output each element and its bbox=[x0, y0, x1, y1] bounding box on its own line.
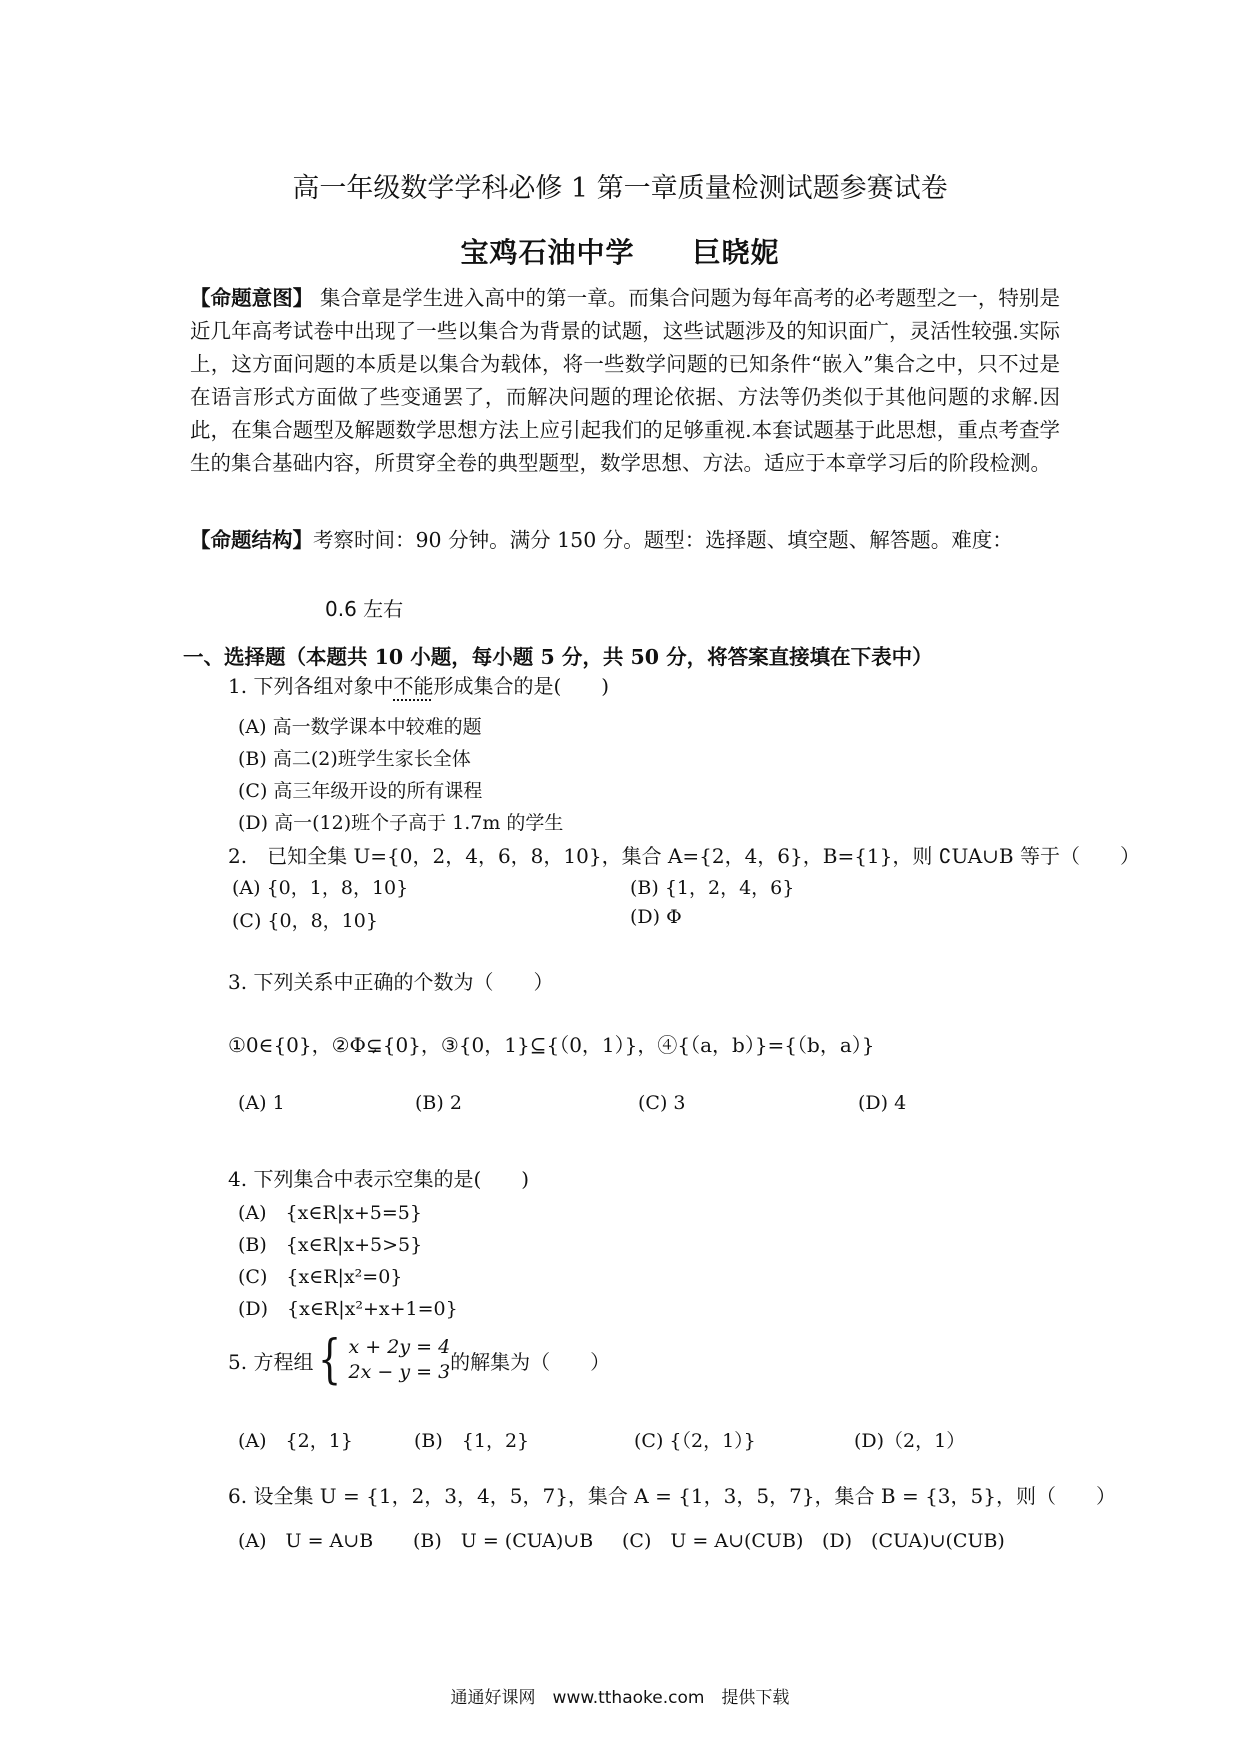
question-4-stem: 4. 下列集合中表示空集的是( ) bbox=[228, 1167, 530, 1191]
author-line: 宝鸡石油中学 巨晓妮 bbox=[460, 236, 780, 269]
q3-option-d: (D) 4 bbox=[858, 1092, 907, 1114]
q2-option-c: (C) {0，8，10} bbox=[232, 910, 378, 932]
document-title: 高一年级数学学科必修 1 第一章质量检测试题参赛试卷 bbox=[292, 173, 948, 204]
q4-option-c: (C) {x∈R|x²=0} bbox=[238, 1266, 403, 1288]
q6-option-a: (A) U = A∪B bbox=[238, 1530, 374, 1552]
q5-option-a: (A) {2，1} bbox=[238, 1430, 353, 1452]
q1-option-d: (D) 高一(12)班个子高于 1.7m 的学生 bbox=[238, 812, 564, 834]
question-1-stem bbox=[228, 670, 609, 699]
q3-relations: ①0∈{0}，②Φ⊊{0}，③{0，1}⊆{（0，1）}，④{（a，b）}={（b，a）} bbox=[228, 1033, 875, 1057]
q4-option-a: (A) {x∈R|x+5=5} bbox=[238, 1202, 422, 1224]
equation-2: 2x − y = 3 bbox=[348, 1361, 451, 1383]
q1-emphasis: 不能 bbox=[393, 674, 434, 698]
question-3-stem: 3. 下列关系中正确的个数为（ ） bbox=[228, 970, 554, 994]
q3-option-c: (C) 3 bbox=[638, 1092, 686, 1114]
q1-option-b: (B) 高二(2)班学生家长全体 bbox=[238, 748, 471, 770]
q5-stem-part-b: 的解集为（ ） bbox=[450, 1349, 611, 1374]
footer-download-note: 通通好课网 www.tthaoke.com 提供下载 bbox=[450, 1688, 790, 1708]
q5-option-c: (C) {（2，1）} bbox=[634, 1430, 756, 1452]
intent-label: 【命题意图】 bbox=[190, 286, 314, 310]
intent-text: 集合章是学生进入高中的第一章。而集合问题为每年高考的必考题型之一，特别是近几年高考试卷中出现了一些以集合为背景的试题，这些试题涉及的知识面广，灵活性较强.实际上，这方面问题的本质是以集合为载体，将一些数学问题的已知条件“嵌入”集合之中，只不过是在语言形式方面做了些变通罢了，而解决问题的理论依据、方法等仍类似于其他问题的求解.因此，在集合题型及解题数学思想方法上应引起我们的足够重视.本套试题基于此思想，重点考查学生的集合基础内容，所贯穿全卷的典型题型，数学思想、方法。适应于本章学习后的阶段检测。 bbox=[190, 286, 1060, 475]
q1-stem-part-b: 形成集合的是( ) bbox=[433, 674, 610, 698]
question-6-stem: 6. 设全集 U = {1，2，3，4，5，7}，集合 A = {1，3，5，7}，集合 B = {3，5}，则（ ） bbox=[228, 1484, 1116, 1508]
question-2-stem: 2. 已知全集 U={0，2，4，6，8，10}，集合 A={2，4，6}，B={1}，则 ∁UA∪B 等于（ ） bbox=[228, 844, 1140, 868]
q5-option-d: (D)（2，1） bbox=[854, 1430, 966, 1452]
structure-text: 考察时间：90 分钟。满分 150 分。题型：选择题、填空题、解答题。难度： bbox=[313, 528, 1013, 552]
q1-option-c: (C) 高三年级开设的所有课程 bbox=[238, 780, 483, 802]
intent-paragraph bbox=[190, 282, 1060, 480]
left-brace: { bbox=[318, 1330, 342, 1390]
equation-1: x + 2y = 4 bbox=[348, 1336, 451, 1358]
q5-option-b: (B) {1，2} bbox=[414, 1430, 530, 1452]
equation-system bbox=[313, 1330, 451, 1390]
q4-option-d: (D) {x∈R|x²+x+1=0} bbox=[238, 1298, 458, 1320]
q4-option-b: (B) {x∈R|x+5>5} bbox=[238, 1234, 423, 1256]
structure-label: 【命题结构】 bbox=[190, 528, 313, 552]
structure-paragraph bbox=[190, 524, 1060, 557]
q2-option-d: (D) Φ bbox=[630, 906, 682, 928]
q6-option-b: (B) U = (CUA)∪B bbox=[413, 1530, 594, 1552]
q2-option-a: (A) {0，1，8，10} bbox=[232, 877, 409, 899]
q1-option-a: (A) 高一数学课本中较难的题 bbox=[238, 716, 482, 738]
section-heading: 一、选择题（本题共 10 小题，每小题 5 分，共 50 分，将答案直接填在下表中） bbox=[183, 645, 933, 669]
q5-stem-part-a: 5. 方程组 bbox=[228, 1349, 314, 1374]
difficulty-value: 0.6 左右 bbox=[325, 597, 404, 621]
q6-option-d: (D) (CUA)∪(CUB) bbox=[822, 1530, 1005, 1552]
q2-option-b: (B) {1，2，4，6} bbox=[630, 877, 795, 899]
q3-option-b: (B) 2 bbox=[415, 1092, 462, 1114]
question-5-stem bbox=[228, 1330, 611, 1390]
q6-option-c: (C) U = A∪(CUB) bbox=[622, 1530, 804, 1552]
q3-option-a: (A) 1 bbox=[238, 1092, 285, 1114]
q1-stem-part-a: 1. 下列各组对象中 bbox=[228, 674, 394, 698]
